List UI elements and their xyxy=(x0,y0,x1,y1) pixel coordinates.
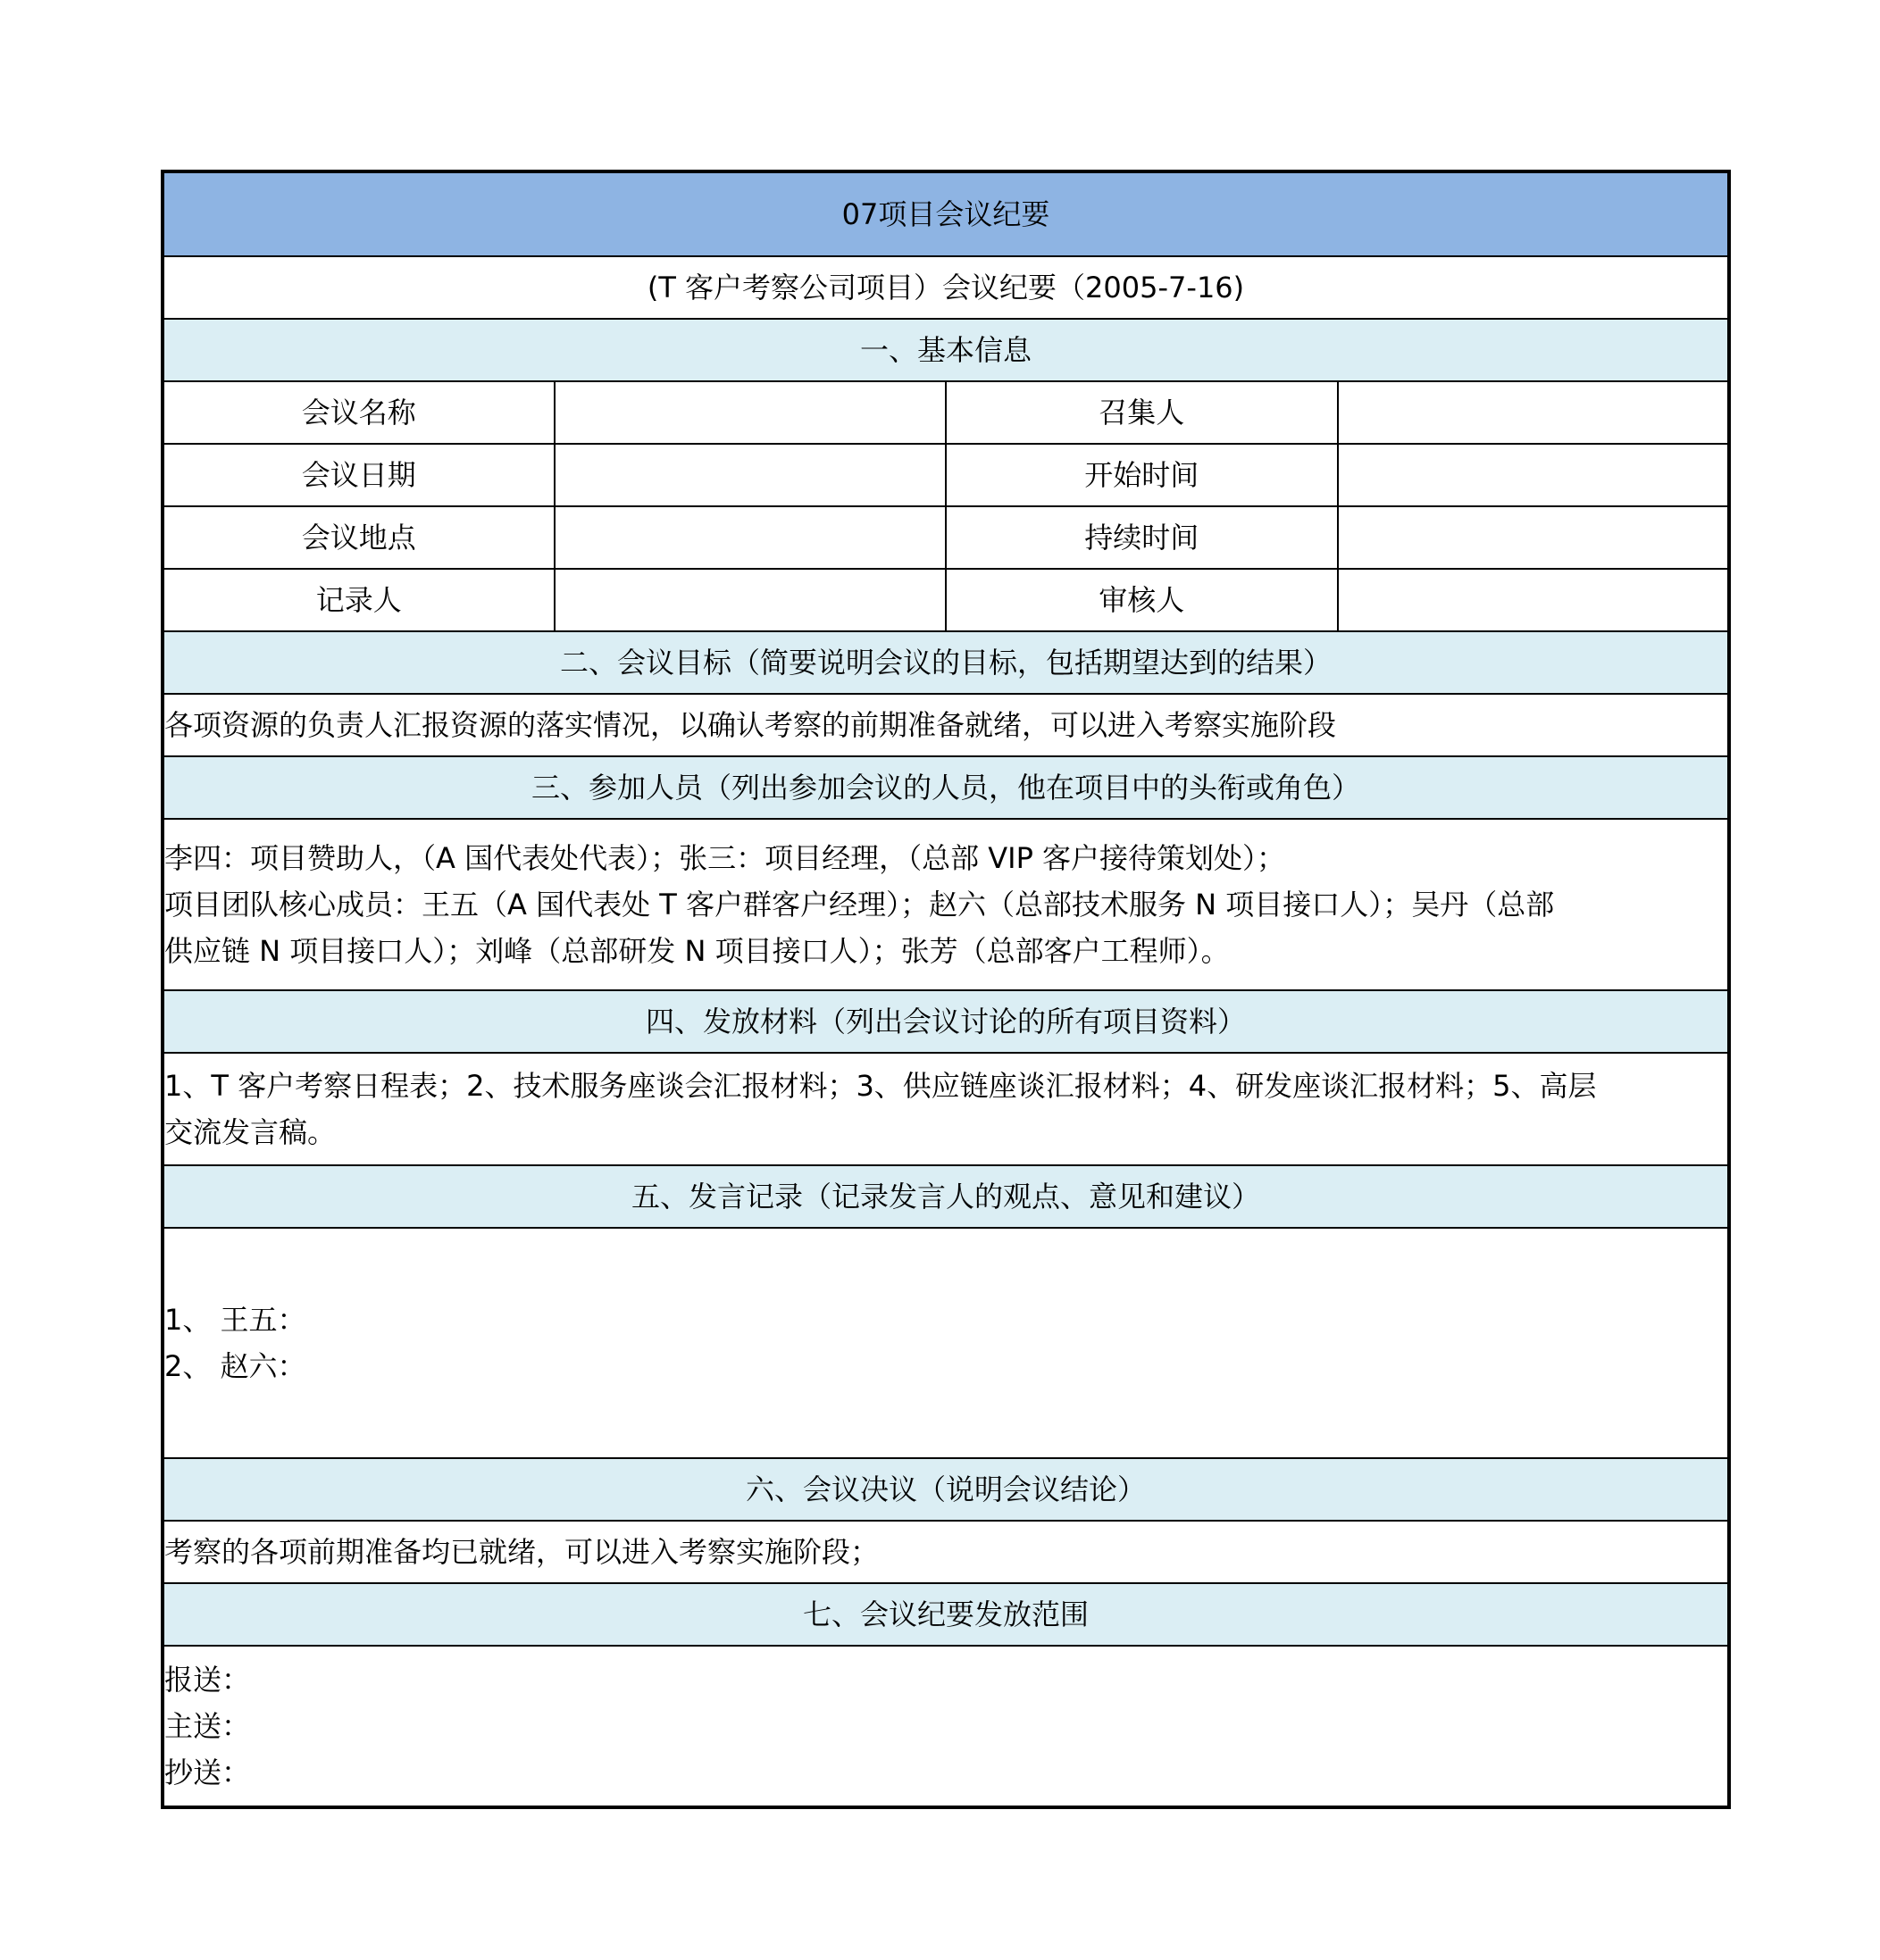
duration-cell[interactable] xyxy=(1338,506,1730,569)
resolution-text[interactable]: 考察的各项前期准备均已就绪，可以进入考察实施阶段； xyxy=(163,1521,1729,1583)
section-goal-header: 二、会议目标（简要说明会议的目标，包括期望达到的结果） xyxy=(163,631,1729,694)
section-distribution-header: 七、会议纪要发放范围 xyxy=(163,1583,1729,1646)
section-materials-header: 四、发放材料（列出会议讨论的所有项目资料） xyxy=(163,990,1729,1053)
meeting-name-cell[interactable] xyxy=(555,381,947,444)
meeting-date-cell[interactable] xyxy=(555,444,947,506)
start-time-cell[interactable] xyxy=(1338,444,1730,506)
distribution-line: 报送： xyxy=(164,1663,251,1697)
attendees-line: 李四：项目赞助人，（A 国代表处代表）；张三：项目经理，（总部 VIP 客户接待策划处）； xyxy=(164,841,1286,875)
attendees-line: 供应链 N 项目接口人）；刘峰（总部研发 N 项目接口人）；张芳（总部客户工程师）。 xyxy=(164,934,1230,968)
speech-text[interactable] xyxy=(163,1228,1729,1458)
attendees-text[interactable] xyxy=(163,819,1729,990)
meeting-place-cell[interactable] xyxy=(555,506,947,569)
distribution-line: 主送： xyxy=(164,1709,251,1743)
distribution-line: 抄送： xyxy=(164,1756,251,1789)
speech-line: 1、 王五： xyxy=(164,1303,306,1337)
meeting-date-label: 会议日期 xyxy=(163,444,555,506)
materials-line: 1、T 客户考察日程表；2、技术服务座谈会汇报材料；3、供应链座谈汇报材料；4、研发座谈汇报材料；5、高层 xyxy=(164,1069,1597,1103)
attendees-line: 项目团队核心成员：王五（A 国代表处 T 客户群客户经理）；赵六（总部技术服务 N 项目接口人）；吴丹（总部 xyxy=(164,888,1555,922)
materials-text[interactable] xyxy=(163,1053,1729,1165)
document-title: 07项目会议纪要 xyxy=(163,171,1729,256)
section-resolution-header: 六、会议决议（说明会议结论） xyxy=(163,1458,1729,1521)
reviewer-label: 审核人 xyxy=(946,569,1338,631)
meeting-place-label: 会议地点 xyxy=(163,506,555,569)
speech-line: 2、 赵六： xyxy=(164,1349,306,1383)
duration-label: 持续时间 xyxy=(946,506,1338,569)
section-attendees-header: 三、参加人员（列出参加会议的人员，他在项目中的头衔或角色） xyxy=(163,756,1729,819)
recorder-label: 记录人 xyxy=(163,569,555,631)
start-time-label: 开始时间 xyxy=(946,444,1338,506)
convener-label: 召集人 xyxy=(946,381,1338,444)
convener-cell[interactable] xyxy=(1338,381,1730,444)
recorder-cell[interactable] xyxy=(555,569,947,631)
goal-text[interactable]: 各项资源的负责人汇报资源的落实情况，以确认考察的前期准备就绪，可以进入考察实施阶段 xyxy=(163,694,1729,756)
meeting-minutes-table xyxy=(161,170,1731,1809)
reviewer-cell[interactable] xyxy=(1338,569,1730,631)
materials-line: 交流发言稿。 xyxy=(164,1115,337,1149)
section-speech-header: 五、发言记录（记录发言人的观点、意见和建议） xyxy=(163,1165,1729,1228)
section-basic-info-header: 一、基本信息 xyxy=(163,319,1729,381)
meeting-name-label: 会议名称 xyxy=(163,381,555,444)
document-subtitle: (T 客户考察公司项目）会议纪要（2005-7-16) xyxy=(163,256,1729,319)
distribution-text[interactable] xyxy=(163,1646,1729,1807)
